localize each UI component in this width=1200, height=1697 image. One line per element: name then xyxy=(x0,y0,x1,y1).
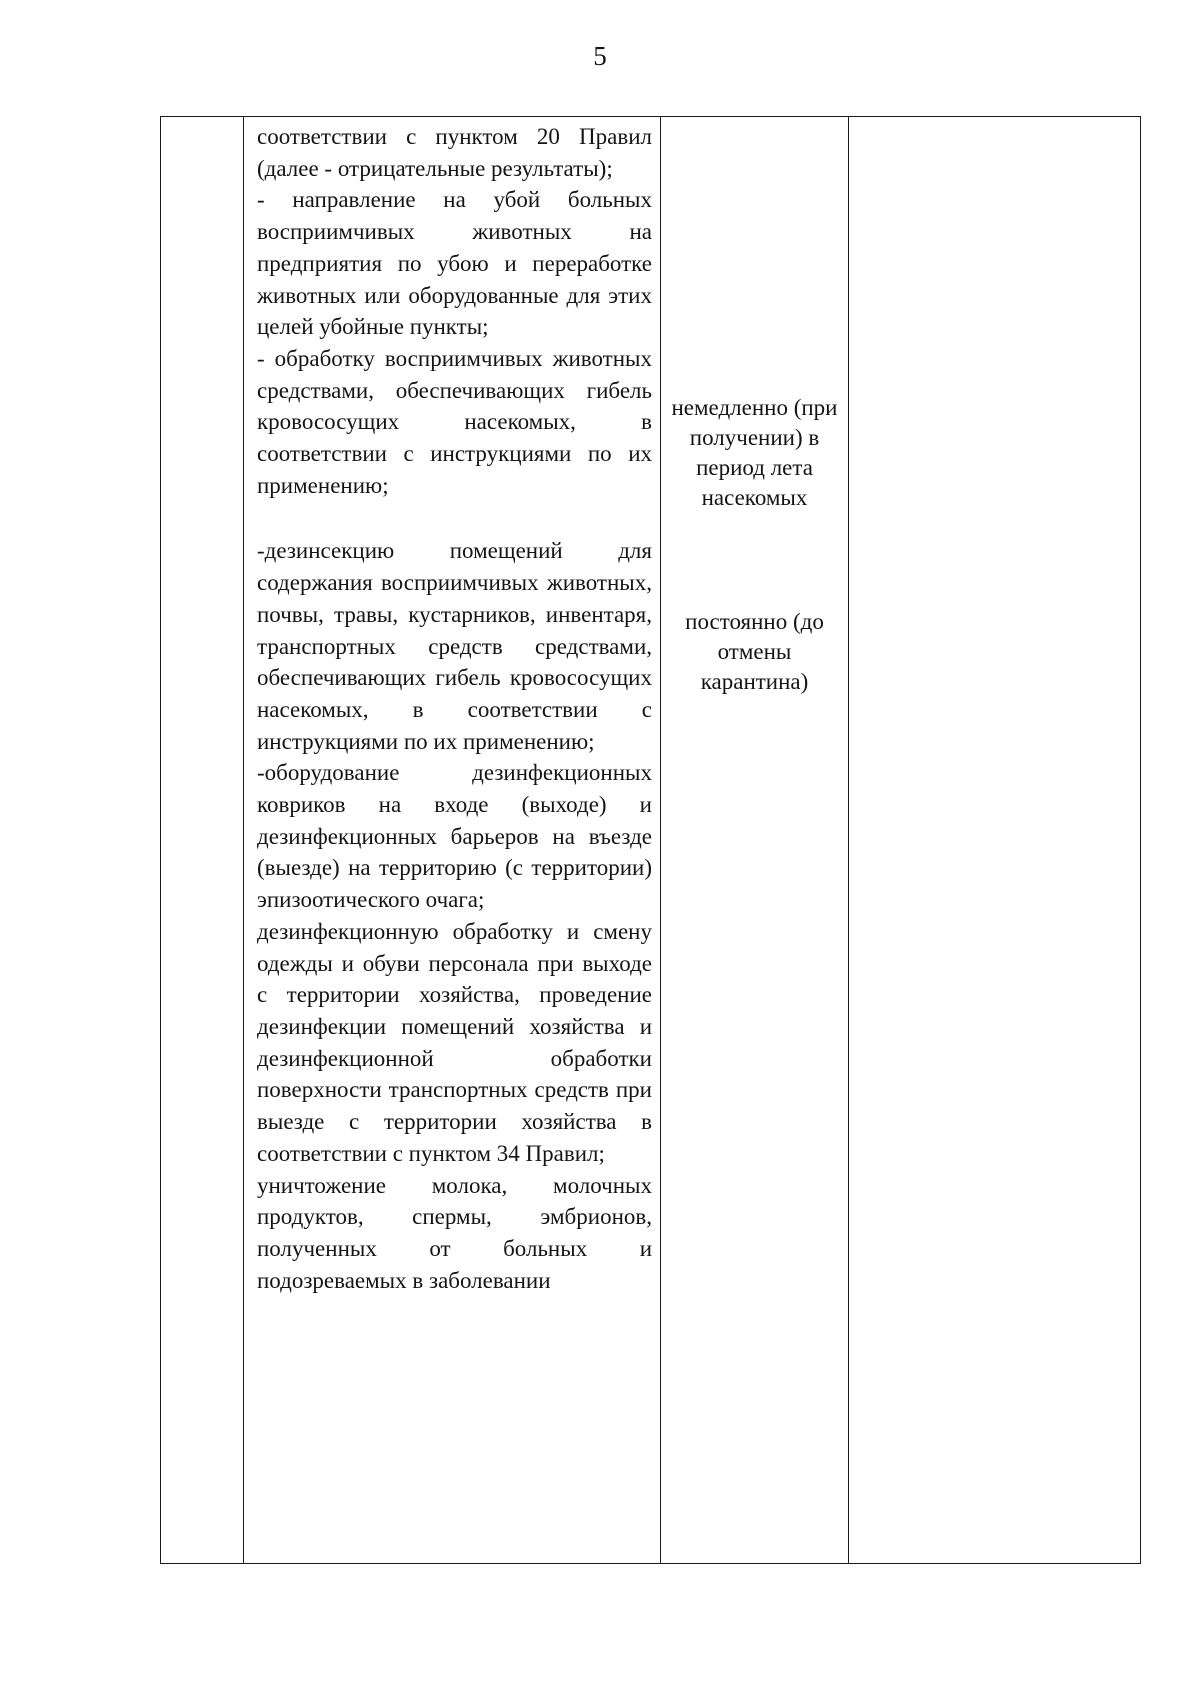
measures-cell xyxy=(244,117,661,1564)
measure-item: - направление на убой больных восприимчивых животных на предприятия по убою и переработке животных или оборудованные для этих целей убойные пункты; xyxy=(257,187,652,340)
deadline-cell xyxy=(661,117,849,1564)
measure-item: -оборудование дезинфекционных ковриков на входе (выходе) и дезинфекционных барьеров на въезде (выезде) на территорию (с территории) эпизоотического очага; xyxy=(257,760,652,913)
page-number: 5 xyxy=(593,41,607,71)
paragraph-gap xyxy=(257,501,652,535)
measure-item: - обработку восприимчивых животных средствами, обеспечивающих гибель кровососущих насекомых, в соответствии с инструкциями по их применению; xyxy=(257,345,652,498)
deadline-text: немедленно (при получении) в период лета насекомых xyxy=(671,395,838,510)
measure-item: соответствии с пунктом 20 Правил (далее - отрицательные результаты); xyxy=(257,124,652,181)
measure-item: уничтожение молока, молочных продуктов, спермы, эмбрионов, полученных от больных и подозреваемых в заболевании xyxy=(257,1172,652,1293)
table-row xyxy=(161,117,1141,1564)
measures-table xyxy=(160,116,1141,1564)
measure-item: дезинфекционную обработку и смену одежды и обуви персонала при выходе с территории хозяйства, проведение дезинфекции помещений хозяйства и дезинфекционной обработки поверхности транспортных средств при выезде с территории хозяйства в соответствии с пунктом 34 Правил; xyxy=(257,918,652,1166)
responsible-cell xyxy=(849,117,1141,1564)
measure-item: -дезинсекцию помещений для содержания восприимчивых животных, почвы, травы, кустарников, инвентаря, транспортных средств средствами, обеспечивающих гибель кровососущих насекомых, в соответствии с инструкциями по их применению; xyxy=(257,538,652,754)
number-cell xyxy=(161,117,244,1564)
deadline-text: постоянно (до отмены карантина) xyxy=(685,609,824,694)
